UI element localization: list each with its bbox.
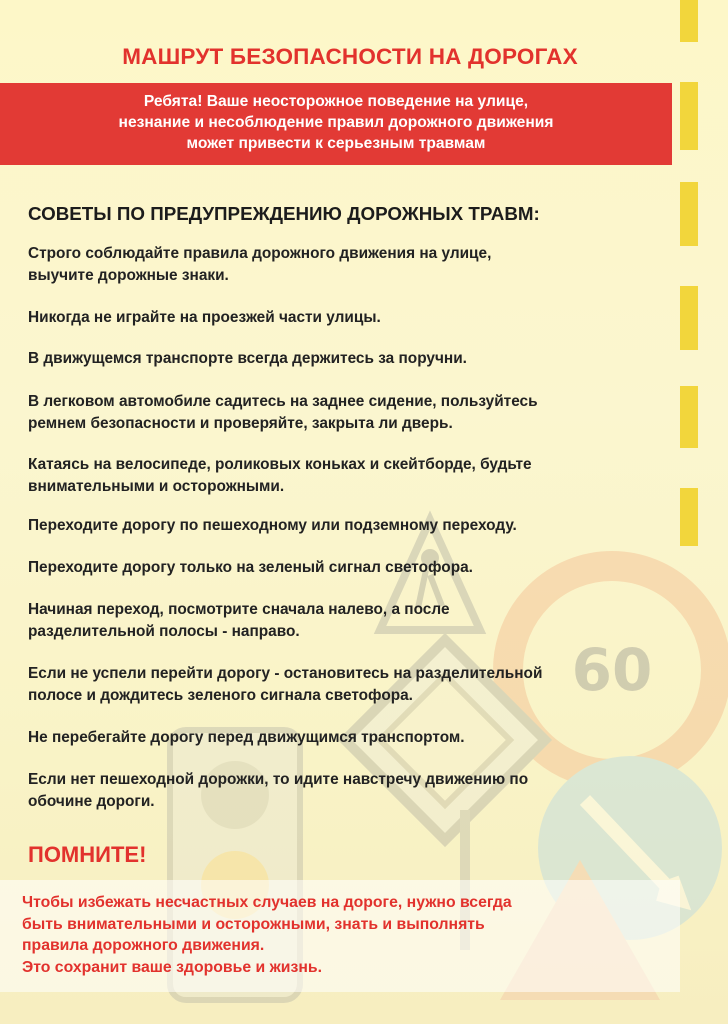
advice-item — [28, 663, 542, 706]
advice-line: Катаясь на велосипеде, роликовых коньках и скейтборде, будьте — [28, 456, 532, 473]
advice-line: Если нет пешеходной дорожки, то идите навстречу движению по — [28, 771, 529, 788]
edge-stripe — [680, 182, 698, 246]
advice-line: Не перебегайте дорогу перед движущимся транспортом. — [28, 729, 465, 746]
advice-item — [28, 727, 465, 749]
advice-line: ремнем безопасности и проверяйте, закрыта ли дверь. — [28, 414, 453, 432]
advice-item — [28, 391, 538, 434]
page-title: МАШРУТ БЕЗОПАСНОСТИ НА ДОРОГАХ — [122, 44, 578, 69]
advice-item — [28, 243, 491, 286]
advice-line: полосе и дождитесь зеленого сигнала светофора. — [28, 686, 413, 704]
edge-stripe — [680, 0, 698, 42]
closing-line: правила дорожного движения. — [22, 937, 265, 954]
advice-line: Никогда не играйте на проезжей части улицы. — [28, 309, 381, 326]
advice-item — [28, 454, 532, 497]
advice-line: Переходите дорогу только на зеленый сигнал светофора. — [28, 559, 473, 576]
advice-item — [28, 557, 473, 579]
edge-stripe — [680, 386, 698, 448]
closing-line: быть внимательными и осторожными, знать и выполнять — [22, 915, 485, 933]
closing-line: Чтобы избежать несчастных случаев на дороге, нужно всегда — [22, 894, 512, 911]
advice-line: В движущемся транспорте всегда держитесь за поручни. — [28, 350, 467, 367]
advice-item — [28, 515, 517, 537]
advice-line: Переходите дорогу по пешеходному или подземному переходу. — [28, 517, 517, 534]
advice-heading: СОВЕТЫ ПО ПРЕДУПРЕЖДЕНИЮ ДОРОЖНЫХ ТРАВМ: — [28, 203, 540, 224]
banner-line: Ребята! Ваше неосторожное поведение на улице, — [143, 93, 529, 110]
advice-line: обочине дороги. — [28, 792, 155, 810]
advice-item — [28, 599, 450, 642]
advice-item — [28, 307, 381, 329]
edge-stripe — [680, 82, 698, 150]
advice-line: внимательными и осторожными. — [28, 477, 285, 495]
remember-heading: ПОМНИТЕ! — [28, 842, 147, 867]
edge-stripe — [680, 286, 698, 350]
speed-limit-number: 60 — [571, 636, 653, 704]
closing-message — [22, 892, 512, 978]
banner-line: может привести к серьезным травмам — [186, 135, 486, 152]
advice-line: Начиная переход, посмотрите сначала налево, а после — [28, 601, 450, 618]
warning-banner — [0, 83, 672, 165]
closing-line: Это сохранит ваше здоровье и жизнь. — [22, 958, 323, 976]
advice-line: Строго соблюдайте правила дорожного движения на улице, — [28, 245, 492, 262]
advice-item — [28, 769, 528, 812]
advice-item — [28, 348, 467, 370]
advice-line: выучите дорожные знаки. — [28, 266, 229, 284]
advice-line: В легковом автомобиле садитесь на заднее сидение, пользуйтесь — [28, 393, 538, 410]
banner-line: незнание и несоблюдение правил дорожного движения — [118, 114, 554, 131]
advice-line: Если не успели перейти дорогу - остановитесь на разделительной — [28, 665, 543, 682]
advice-line: разделительной полосы - направо. — [28, 622, 300, 640]
